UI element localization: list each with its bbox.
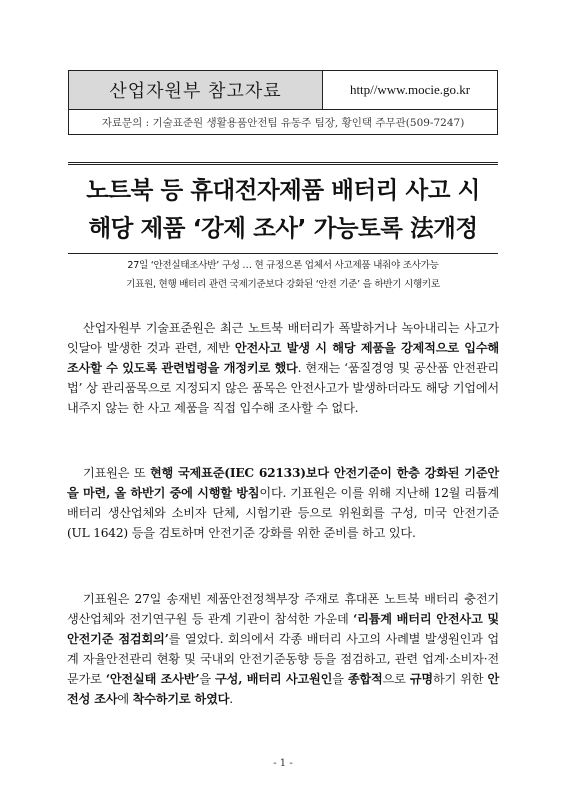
title-line-2: 해당 제품 ‘강제 조사’ 가능토록 法개정 — [88, 214, 478, 242]
paragraph-3-text-6: 하기 위한 — [432, 672, 488, 686]
paragraph-3-text-4: 을 — [332, 672, 348, 686]
contact-info: 자료문의 : 기술표준원 생활용품안전팀 유동주 팀장, 황인택 주무관(509-7247) — [101, 116, 465, 129]
paragraph-3-bold: ‘리튬계 배터리 안전사고 및 안전기준 점검회의’ — [67, 612, 499, 646]
paragraph-3-text-5: 으로 — [382, 672, 410, 686]
header-row — [69, 71, 497, 110]
paragraph-2 — [67, 463, 499, 543]
paragraph-3-bold-3: 구성, 배터리 사고원인 — [215, 672, 333, 686]
paragraph-2-text-2: 이다. 기표원은 이를 위해 지난해 12월 리튬계 배터리 생산업체와 소비자 단체, 시험기관 등으로 위원회를 구성, 미국 안전기준(UL 1642) 등을 검토하며 안전기준 강화를 위한 준비를 하고 있다. — [67, 486, 499, 540]
paragraph-3-bold-6: 안전성 조사 — [67, 672, 500, 706]
paragraph-3-bold-5: 규명 — [409, 672, 433, 686]
paragraph-1-bold: 안전사고 발생 시 해당 제품을 강제적으로 입수해 조사할 수 있도록 관련법령을 개정키로 했다 — [67, 341, 499, 375]
header-title: 산업자원부 참고자료 — [69, 71, 323, 109]
paragraph-1-text-2: . 현재는 ‘품질경영 및 공산품 안전관리법’ 상 관리품목으로 지정되지 않은 품목은 안전사고가 발생하더라도 해당 기업에서 내주지 않는 한 사고 제품을 직접 입수해 조사할 수 없다. — [67, 361, 499, 415]
paragraph-1-text: 산업자원부 기술표준원은 최근 노트북 배터리가 폭발하거나 녹아내리는 사고가 잇달아 발생한 것과 관련, 제반 — [67, 321, 499, 355]
page-number: - 1 - — [273, 758, 293, 769]
paragraph-3-text-2: 를 열었다. 회의에서 각종 배터리 사고의 사례별 발생원인과 업계 자율안전관리 현황 및 국내외 안전기준동향 등을 점검하고, 관련 업계·소비자·전문가로 — [67, 632, 499, 686]
title-line-1: 노트북 등 휴대전자제품 배터리 사고 시 — [86, 176, 480, 204]
paragraph-3 — [67, 589, 499, 709]
paragraph-3-bold-2: ‘안전실태 조사반’ — [105, 672, 200, 686]
paragraph-3-bold-4: 종합적 — [347, 672, 383, 686]
header-url[interactable]: http//www.mocie.go.kr — [349, 82, 471, 97]
subtitle-block — [50, 256, 516, 294]
paragraph-3-bold-7: 착수하기로 하였다 — [132, 692, 230, 706]
paragraph-3-text-7: 에 — [117, 692, 133, 706]
paragraph-3-text: 기표원은 27일 송재빈 제품안전정책부장 주재로 휴대폰 노트북 배터리 충전기 생산업체와 전기연구원 등 관계 기관이 참석한 가운데 — [67, 592, 499, 626]
subtitle-line-1: 27일 ‘안전실태조사반’ 구성 … 현 규정으론 업체서 사고제품 내줘야 조사가능 — [127, 260, 439, 271]
paragraph-3-text-8: . — [229, 692, 233, 706]
paragraph-1 — [67, 318, 499, 418]
paragraph-2-text: 기표원은 또 — [83, 466, 150, 480]
header-box — [68, 70, 498, 135]
paragraph-2-bold: 현행 국제표준(IEC 62133)보다 안전기준이 한층 강화된 기준안을 마련, 올 하반기 중에 시행할 방침 — [67, 466, 499, 500]
paragraph-3-text-3: 을 — [199, 672, 216, 686]
title-block — [68, 162, 498, 254]
subtitle-line-2: 기표원, 현행 배터리 관련 국제기준보다 강화된 ‘안전 기준’ 을 하반기 시행키로 — [126, 279, 440, 290]
